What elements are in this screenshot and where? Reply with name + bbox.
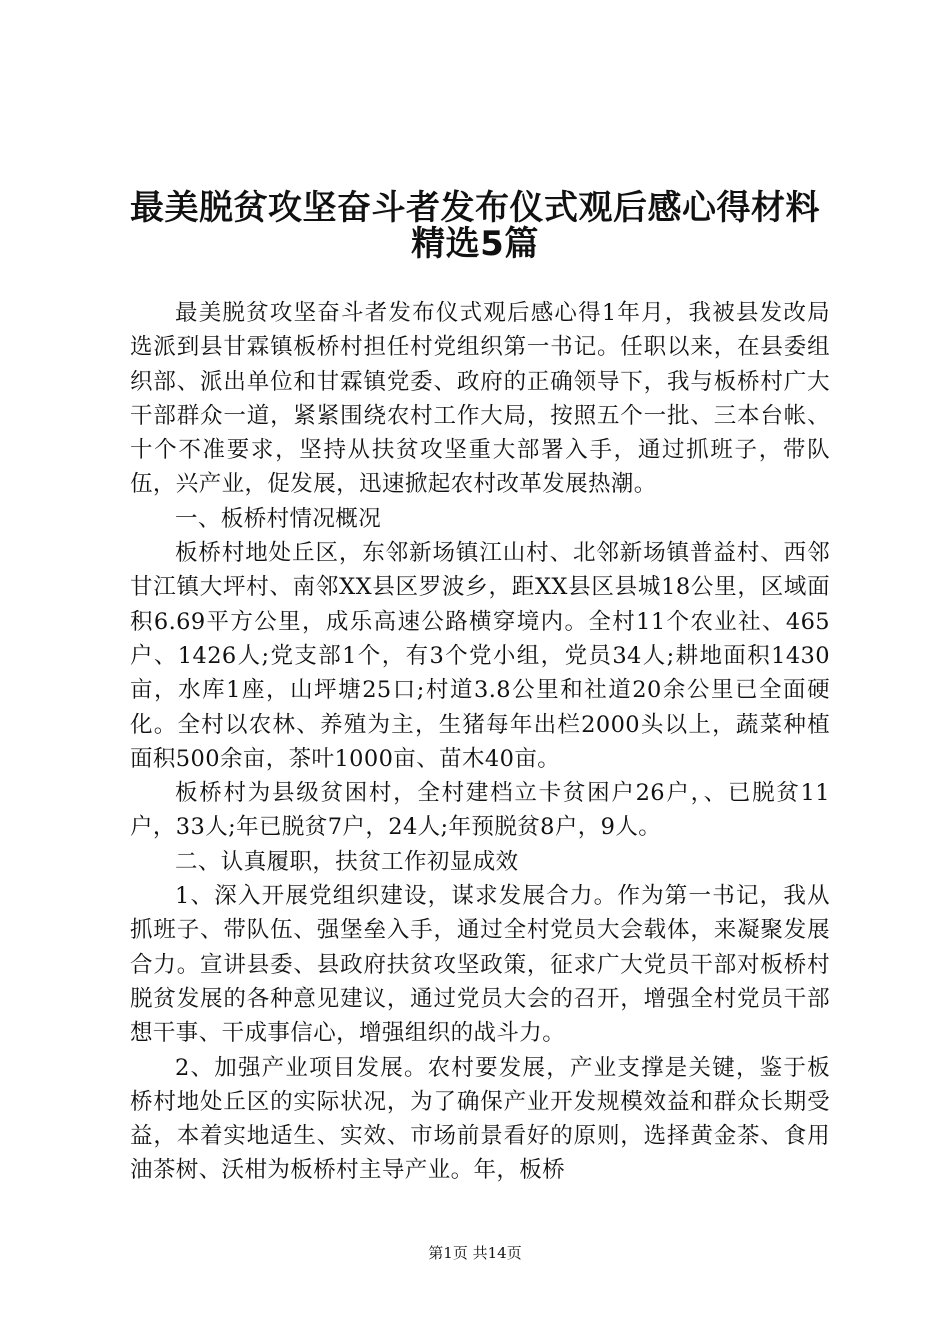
page-footer: 第1页 共14页 (428, 1244, 522, 1262)
paragraph-party-building: 1、深入开展党组织建设，谋求发展合力。作为第一书记，我从抓班子、带队伍、强堡垒入手，通过全村党员大会载体，来凝聚发展合力。宣讲县委、县政府扶贫攻坚政策，征求广大党员干部对板桥村脱贫发展的各种意见建议，通过党员大会的召开，增强全村党员干部想干事、干成事信心，增强组织的战斗力。 (130, 883, 830, 1047)
document-body (130, 296, 830, 1188)
paragraph-village-overview: 板桥村地处丘区，东邻新场镇江山村、北邻新场镇普益村、西邻甘江镇大坪村、南邻XX县区罗波乡，距XX县区县城18公里，区域面积6.69平方公里，成乐高速公路横穿境内。全村11个农业社、465户、1426人;党支部1个，有3个党小组，党员34人;耕地面积1430亩，水库1座，山坪塘25口;村道3.8公里和社道20余公里已全面硬化。全村以农林、养殖为主，生猪每年出栏2000头以上，蔬菜种植面积500余亩，茶叶1000亩、苗木40亩。 (130, 540, 830, 772)
paragraph-industry: 2、加强产业项目发展。农村要发展，产业支撑是关键，鉴于板桥村地处丘区的实际状况，为了确保产业开发规模效益和群众长期受益，本着实地适生、实效、市场前景看好的原则，选择黄金茶、食用油茶树、沃柑为板桥村主导产业。年，板桥 (130, 1054, 830, 1184)
document-title-line-2: 精选5篇 (411, 224, 539, 264)
document-title-line-1: 最美脱贫攻坚奋斗者发布仪式观后感心得材料 (130, 188, 820, 228)
paragraph-poverty-status: 板桥村为县级贫困村，全村建档立卡贫困户26户，、已脱贫11户，33人;年已脱贫7户，24人;年预脱贫8户，9人。 (130, 780, 830, 841)
section-heading-1: 一、板桥村情况概况 (175, 505, 382, 532)
section-heading-2: 二、认真履职，扶贫工作初显成效 (175, 848, 519, 875)
paragraph-intro: 最美脱贫攻坚奋斗者发布仪式观后感心得1年月，我被县发改局选派到县甘霖镇板桥村担任村党组织第一书记。任职以来，在县委组织部、派出单位和甘霖镇党委、政府的正确领导下，我与板桥村广大干部群众一道，紧紧围绕农村工作大局，按照五个一批、三本台帐、十个不准要求，坚持从扶贫攻坚重大部署入手，通过抓班子，带队伍，兴产业，促发展，迅速掀起农村改革发展热潮。 (130, 300, 830, 498)
